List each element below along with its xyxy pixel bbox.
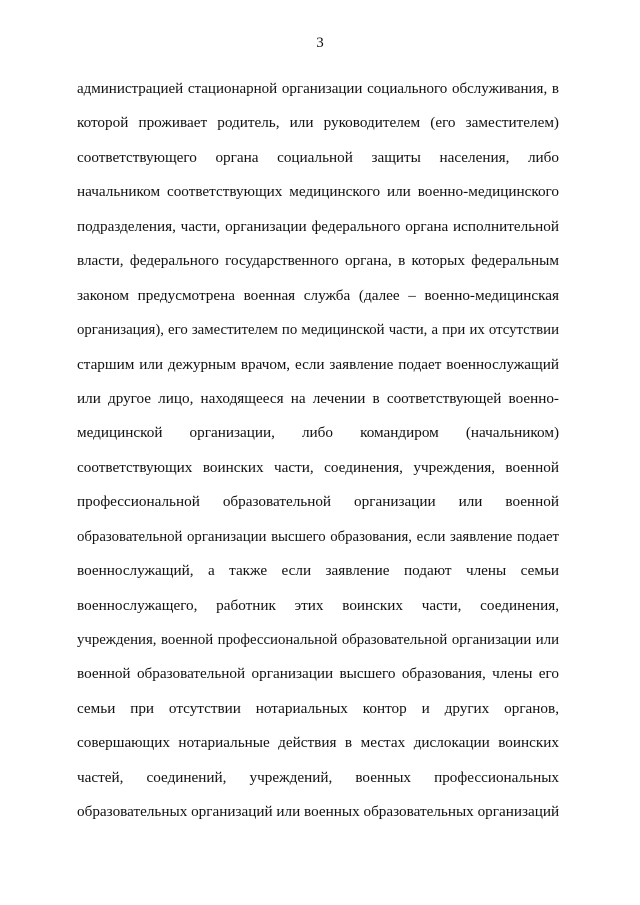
text-line: соответствующих воинских части, соединения, учреждения, военной [77,458,559,476]
text-line: совершающих нотариальные действия в местах дислокации воинских [77,734,559,752]
text-line: военной образовательной организации высшего образования, члены его [77,665,559,683]
text-line: старшим или дежурным врачом, если заявление подает военнослужащий [77,355,559,373]
text-line: военнослужащий, а также если заявление подают члены семьи [77,562,559,580]
text-line: власти, федерального государственного органа, в которых федеральным [77,252,559,270]
text-line: которой проживает родитель, или руководителем (его заместителем) [77,114,559,132]
text-line: администрацией стационарной организации социального обслуживания, в [77,81,559,97]
text-line: образовательной организации высшего образования, если заявление подает [77,528,559,545]
body-text [77,72,559,830]
text-line: учреждения, военной профессиональной образовательной организации или [77,632,559,648]
text-line: соответствующего органа социальной защиты населения, либо [77,148,559,166]
text-line: частей, соединений, учреждений, военных профессиональных [77,768,559,786]
page-number: 3 [316,35,324,51]
text-line: законом предусмотрена военная служба (далее – военно-медицинская [77,286,559,304]
text-line: начальником соответствующих медицинского или военно-медицинского [77,183,559,201]
text-line: медицинской организации, либо командиром (начальником) [77,424,559,442]
text-line: организация), его заместителем по медицинской части, а при их отсутствии [77,322,559,339]
text-line: профессиональной образовательной организации или военной [77,493,559,511]
text-line: подразделения, части, организации федерального органа исполнительной [77,217,559,235]
text-line: или другое лицо, находящееся на лечении в соответствующей военно- [77,389,559,407]
text-line: семьи при отсутствии нотариальных контор и других органов, [77,699,559,717]
text-line: военнослужащего, работник этих воинских части, соединения, [77,596,559,614]
text-line: образовательных организаций или военных образовательных организаций [77,803,560,821]
